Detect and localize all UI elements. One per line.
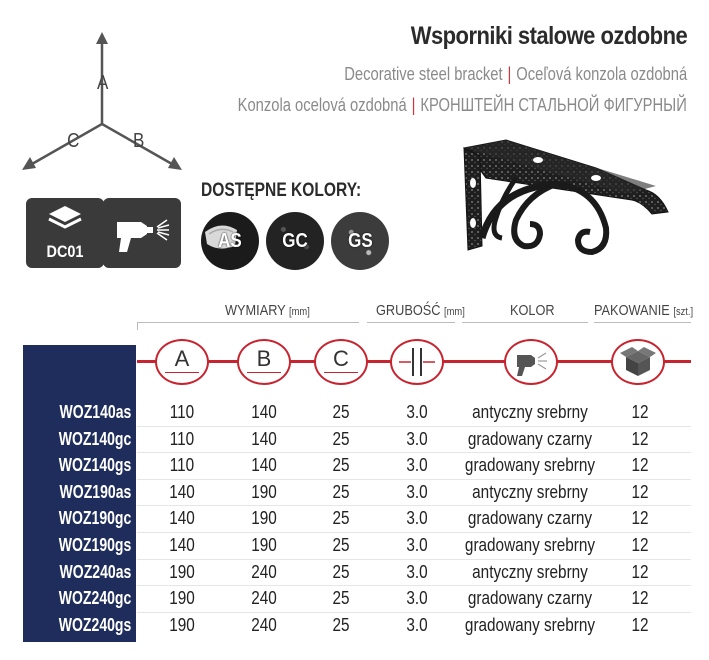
cell-b: 190 — [251, 535, 277, 555]
cell-color: antyczny srebrny — [472, 402, 588, 422]
separator: | — [411, 95, 416, 115]
cell-t: 3.0 — [406, 561, 428, 582]
cell-t: 3.0 — [406, 455, 428, 476]
swatch-label: GC — [282, 229, 308, 252]
layers-icon — [26, 198, 104, 238]
column-a-letter: A — [174, 346, 190, 371]
cell-a: 140 — [169, 535, 195, 555]
dimensions-unit: [mm] — [289, 306, 310, 318]
cell-c: 25 — [332, 481, 350, 502]
group-divider-line — [137, 322, 359, 323]
dimensions-label: WYMIARY — [225, 302, 286, 319]
cell-t: 3.0 — [406, 614, 428, 635]
cell-a: 110 — [169, 455, 195, 476]
powder-coating-badge — [103, 198, 181, 268]
cell-b: 240 — [251, 561, 277, 582]
packing-label: PAKOWANIE — [594, 302, 670, 319]
cell-pack: 12 — [631, 535, 649, 555]
group-divider-line — [462, 322, 588, 323]
subtitle-ru: КРОНШТЕЙН СТАЛЬНОЙ ФИГУРНЫЙ — [420, 95, 687, 115]
cell-c: 25 — [332, 561, 350, 582]
cell-color: gradowany czarny — [467, 428, 593, 449]
cell-pack: 12 — [631, 402, 649, 422]
separator: | — [507, 64, 512, 84]
thickness-label: GRUBOŚĆ — [376, 302, 441, 319]
spray-gun-icon — [103, 198, 181, 268]
row-divider — [137, 452, 691, 453]
table-row — [23, 426, 691, 453]
material-dc01-badge — [26, 198, 104, 268]
cell-c: 25 — [332, 614, 350, 635]
product-code: WOZ240as — [59, 561, 132, 582]
column-b-icon — [237, 339, 291, 385]
cell-t: 3.0 — [406, 508, 428, 529]
product-code: WOZ140as — [59, 402, 132, 422]
cell-t: 3.0 — [406, 428, 428, 449]
cell-c: 25 — [332, 455, 350, 476]
packing-unit: [szt.] — [673, 306, 694, 318]
group-divider-line — [367, 322, 455, 323]
dimension-arrow-icon — [324, 372, 358, 373]
row-divider — [137, 585, 691, 586]
row-divider — [137, 505, 691, 506]
color-label: KOLOR — [510, 302, 555, 319]
cell-color: gradowany srebrny — [464, 535, 596, 555]
bracket-product-image — [446, 128, 686, 278]
group-divider-tick — [137, 322, 138, 330]
cell-b: 140 — [251, 402, 277, 422]
thickness-icon — [390, 339, 444, 385]
thickness-unit: [mm] — [444, 306, 465, 318]
row-divider — [137, 612, 691, 613]
cell-a: 110 — [169, 402, 195, 422]
column-c-icon — [314, 339, 368, 385]
cell-a: 190 — [169, 614, 195, 635]
cell-b: 140 — [251, 455, 277, 476]
cell-color: antyczny srebrny — [472, 561, 588, 582]
cell-c: 25 — [332, 402, 350, 422]
axis-label-c: C — [67, 130, 80, 152]
cell-c: 25 — [332, 535, 350, 555]
group-divider-line — [594, 322, 691, 323]
cell-a: 110 — [169, 428, 195, 449]
color-swatch-as — [201, 212, 259, 270]
dimension-arrow-icon — [247, 372, 281, 373]
cell-color: antyczny srebrny — [472, 481, 588, 502]
swatch-label: AS — [218, 229, 242, 252]
cell-a: 140 — [169, 508, 195, 529]
cell-color: gradowany srebrny — [464, 614, 596, 635]
product-code: WOZ140gs — [58, 455, 132, 476]
cell-b: 240 — [251, 614, 277, 635]
cell-a: 190 — [169, 561, 195, 582]
subtitle-cz: Konzola ocelová ozdobná — [237, 95, 407, 115]
cell-t: 3.0 — [406, 588, 428, 609]
subtitle-en: Decorative steel bracket — [344, 64, 503, 84]
row-divider — [137, 532, 691, 533]
cell-color: gradowany czarny — [467, 588, 593, 609]
product-code: WOZ190as — [59, 481, 132, 502]
decorative-bracket-icon — [446, 128, 686, 278]
color-swatch-gs — [331, 212, 389, 270]
cell-b: 140 — [251, 428, 277, 449]
cell-color: gradowany czarny — [467, 508, 593, 529]
cell-b: 240 — [251, 588, 277, 609]
axes-arrows-icon — [18, 30, 198, 180]
packing-column-icon — [611, 339, 665, 385]
row-divider — [137, 426, 691, 427]
product-code: WOZ240gc — [58, 588, 132, 609]
product-code: WOZ240gs — [58, 614, 132, 635]
cell-pack: 12 — [631, 481, 649, 502]
packing-header — [594, 302, 693, 319]
table-row — [23, 505, 691, 532]
column-b-letter: B — [256, 346, 272, 371]
table-row — [23, 399, 691, 426]
axis-label-b: B — [133, 130, 145, 152]
swatch-label: GS — [347, 229, 373, 252]
cell-pack: 12 — [631, 614, 649, 635]
row-divider — [137, 479, 691, 480]
product-code: WOZ140gc — [58, 428, 132, 449]
page-title: Wsporniki stalowe ozdobne — [410, 22, 687, 50]
thickness-gauge-icon — [397, 345, 437, 379]
dimensions-header — [225, 302, 310, 319]
table-row — [23, 479, 691, 506]
table-row — [23, 532, 691, 559]
color-column-icon — [504, 339, 558, 385]
material-label: DC01 — [46, 242, 84, 261]
thickness-header — [376, 302, 465, 319]
available-colors-title: DOSTĘPNE KOLORY: — [201, 180, 362, 201]
table-row — [23, 559, 691, 586]
cell-t: 3.0 — [406, 535, 428, 555]
dimension-arrow-icon — [165, 372, 199, 373]
cell-c: 25 — [332, 428, 350, 449]
subtitle-line-2 — [238, 95, 687, 116]
column-a-icon — [155, 339, 209, 385]
cell-b: 190 — [251, 481, 277, 502]
product-code: WOZ190gs — [58, 535, 132, 555]
color-swatch-gc — [266, 212, 324, 270]
cell-pack: 12 — [631, 508, 649, 529]
table-row — [23, 612, 691, 639]
product-code: WOZ190gc — [58, 508, 132, 529]
cell-pack: 12 — [631, 561, 649, 582]
cell-a: 190 — [169, 588, 195, 609]
cell-pack: 12 — [631, 455, 649, 476]
cell-t: 3.0 — [406, 481, 428, 502]
spray-gun-icon — [511, 345, 551, 379]
cell-c: 25 — [332, 508, 350, 529]
cell-c: 25 — [332, 588, 350, 609]
column-c-letter: C — [333, 346, 349, 371]
color-header — [510, 302, 555, 319]
cell-t: 3.0 — [406, 402, 428, 422]
axis-label-a: A — [97, 72, 109, 94]
table-row — [23, 585, 691, 612]
cell-color: gradowany srebrny — [464, 455, 596, 476]
cell-b: 190 — [251, 508, 277, 529]
subtitle-sk: Oceľová konzola ozdobná — [516, 64, 687, 84]
box-icon — [618, 345, 658, 379]
axes-diagram — [18, 30, 198, 180]
cell-pack: 12 — [631, 588, 649, 609]
cell-pack: 12 — [631, 428, 649, 449]
table-row — [23, 452, 691, 479]
row-divider — [137, 559, 691, 560]
cell-a: 140 — [169, 481, 195, 502]
subtitle-line-1 — [344, 64, 687, 85]
